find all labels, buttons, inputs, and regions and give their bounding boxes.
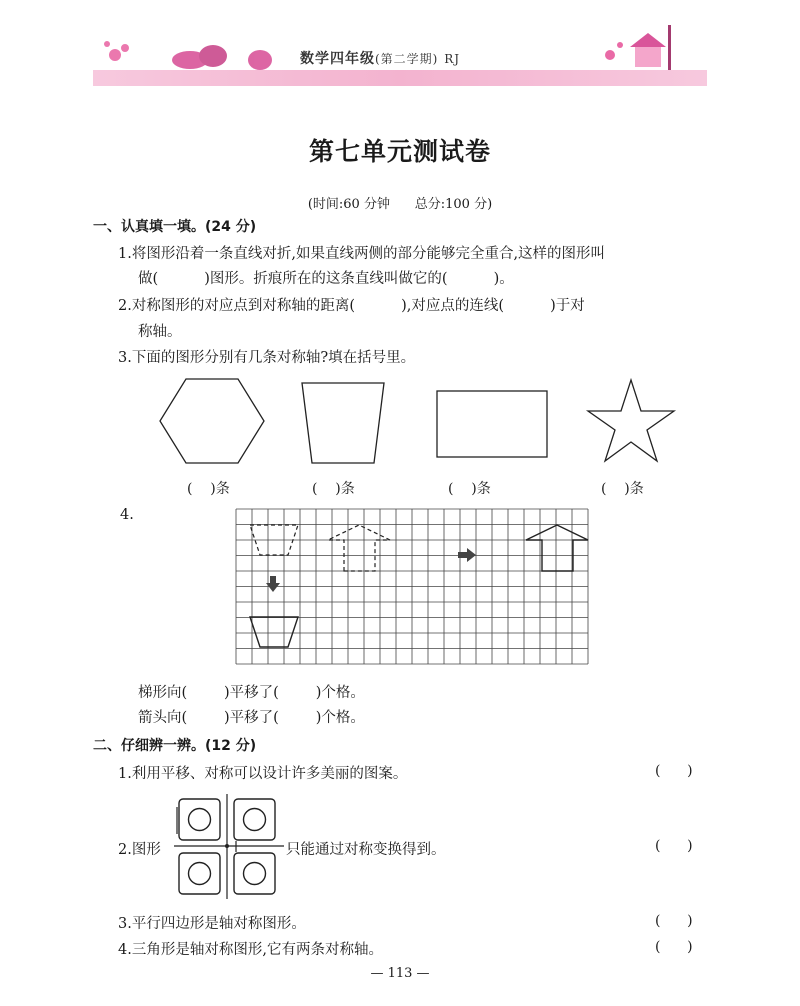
answer-rectangle[interactable]: ( )条 — [448, 481, 491, 497]
question-2-line-1: 2.对称图形的对应点到对称轴的距离( ),对应点的连线( )于对 — [118, 298, 585, 314]
right-arrow-icon — [458, 548, 476, 562]
header-decoration-right — [590, 15, 705, 75]
question-1-line-2: 做( )图形。折痕所在的这条直线叫做它的( )。 — [138, 271, 514, 287]
question-3: 3.下面的图形分别有几条对称轴?填在括号里。 — [118, 350, 416, 366]
judge-item-2-suffix: 只能通过对称变换得到。 — [286, 842, 446, 858]
q3-shapes — [160, 375, 680, 470]
header-decoration-left — [95, 30, 295, 80]
header-title — [300, 48, 460, 68]
page-number: — 113 — — [370, 966, 430, 981]
question-1-line-1: 1.将图形沿着一条直线对折,如果直线两侧的部分能够完全重合,这样的图形叫 — [118, 246, 606, 262]
arrow-original — [328, 525, 390, 571]
judge-answer-2[interactable]: ( ) — [655, 838, 693, 854]
page-title: 第七单元测试卷 — [308, 137, 491, 166]
test-meta: (时间:60 分钟 总分:100 分) — [307, 197, 493, 212]
pattern-figure — [174, 794, 286, 900]
book-version: RJ — [444, 52, 461, 66]
translation-grid — [236, 509, 588, 666]
hexagon-shape — [160, 379, 264, 463]
question-4-trapezoid: 梯形向( )平移了( )个格。 — [138, 685, 365, 701]
book-title: 数学四年级 — [300, 51, 375, 67]
question-4-label: 4. — [120, 507, 134, 523]
question-2-line-2: 称轴。 — [138, 324, 182, 340]
judge-item-4: 4.三角形是轴对称图形,它有两条对称轴。 — [118, 942, 383, 958]
rectangle-shape — [437, 391, 547, 457]
section-heading-1: 一、认真填一填。(24 分) — [93, 219, 257, 235]
judge-item-2: 2.图形 — [118, 842, 161, 858]
section-heading-2: 二、仔细辨一辨。(12 分) — [93, 738, 257, 754]
judge-answer-1[interactable]: ( ) — [655, 763, 693, 779]
trapezoid-shape — [302, 383, 384, 463]
trapezoid-moved — [250, 617, 298, 647]
answer-star[interactable]: ( )条 — [601, 481, 644, 497]
answer-trapezoid[interactable]: ( )条 — [312, 481, 355, 497]
star-shape — [588, 380, 674, 461]
arrow-moved — [526, 525, 588, 571]
answer-hexagon[interactable]: ( )条 — [187, 481, 230, 497]
question-4-arrow: 箭头向( )平移了( )个格。 — [138, 710, 365, 726]
judge-answer-3[interactable]: ( ) — [655, 913, 693, 929]
judge-item-1: 1.利用平移、对称可以设计许多美丽的图案。 — [118, 766, 408, 782]
judge-answer-4[interactable]: ( ) — [655, 939, 693, 955]
judge-item-3: 3.平行四边形是轴对称图形。 — [118, 916, 306, 932]
book-sub: (第二学期) — [375, 52, 439, 66]
